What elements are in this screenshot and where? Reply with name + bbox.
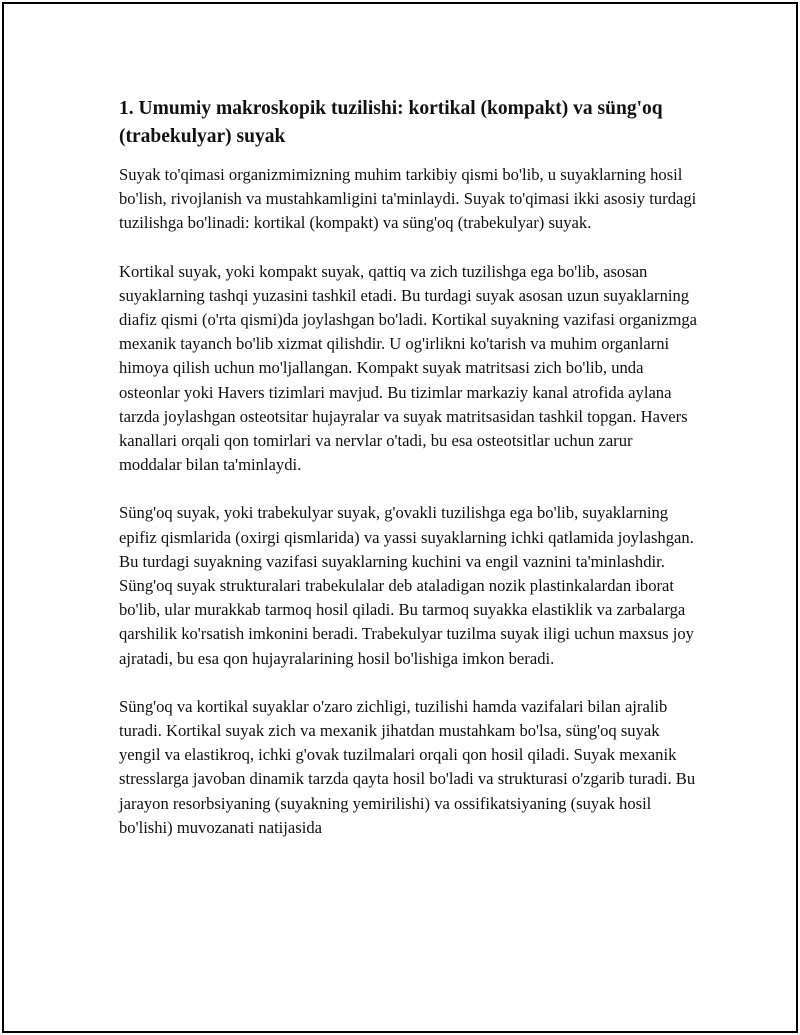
section-heading: 1. Umumiy makroskopik tuzilishi: kortikal (kompakt) va süng'oq (trabekulyar) suyak [119, 98, 663, 147]
paragraph-comparison: Süng'oq va kortikal suyaklar o'zaro zichligi, tuzilishi hamda vazifalari bilan ajralib turadi. Kortikal suyak zich va mexanik jihatdan mustahkam bo'lsa, süng'oq suyak yengil va elastikroq, ichki g'ovak tuzilmalari orqali qon hosil qiladi. Suyak mexanik stresslarga javoban dinamik tarzda qayta hosil bo'ladi va strukturasi o'zgarib turadi. Bu jarayon resorbsiyaning (suyakning yemirilishi) va ossifikatsiyaning (suyak hosil bo'lishi) muvozanati natijasida [119, 696, 696, 837]
paragraph-trabecular-bone: Süng'oq suyak, yoki trabekulyar suyak, g'ovakli tuzilishga ega bo'lib, suyaklarning epifiz qismlarida (oxirgi qismlarida) va yassi suyaklarning ichki qatlamida joylashgan. Bu turdagi suyakning vazifasi suyaklarning kuchini va engil vaznini ta'minlashdir. Süng'oq suyak strukturalari trabekulalar deb ataladigan nozik plastinkalardan iborat bo'lib, ular murakkab tarmoq hosil qiladi. Bu tarmoq suyakka elastiklik va zarbalarga qarshilik ko'rsatish imkonini beradi. Trabekulyar tuzilma suyak iligi uchun maxsus joy ajratadi, bu esa qon hujayralarining hosil bo'lishiga imkon beradi. [119, 503, 694, 668]
document-page [2, 2, 798, 1033]
paragraph-cortical-bone: Kortikal suyak, yoki kompakt suyak, qattiq va zich tuzilishga ega bo'lib, asosan suyaklarning tashqi yuzasini tashkil etadi. Bu turdagi suyak asosan uzun suyaklarning diafiz qismi (o'rta qismi)da joylashgan bo'ladi. Kortikal suyakning vazifasi organizmga mexanik tayanch bo'lib xizmat qilishdir. U og'irlikni ko'tarish va muhim organlarni himoya qilish uchun mo'ljallangan. Kompakt suyak matritsasi zich bo'lib, unda osteonlar yoki Havers tizimlari mavjud. Bu tizimlar markaziy kanal atrofida aylana tarzda joylashgan osteotsitar hujayralar va suyak matritsasidan tashkil topgan. Havers kanallari orqali qon tomirlari va nervlar o'tadi, bu esa osteotsitlar uchun zarur moddalar bilan ta'minlaydi. [119, 261, 698, 475]
page-content [119, 95, 699, 864]
paragraph-intro: Suyak to'qimasi organizmimizning muhim tarkibiy qismi bo'lib, u suyaklarning hosil bo'lish, rivojlanish va mustahkamligini ta'minlaydi. Suyak to'qimasi ikki asosiy turdagi tuzilishga bo'linadi: kortikal (kompakt) va süng'oq (trabekulyar) suyak. [119, 165, 697, 233]
